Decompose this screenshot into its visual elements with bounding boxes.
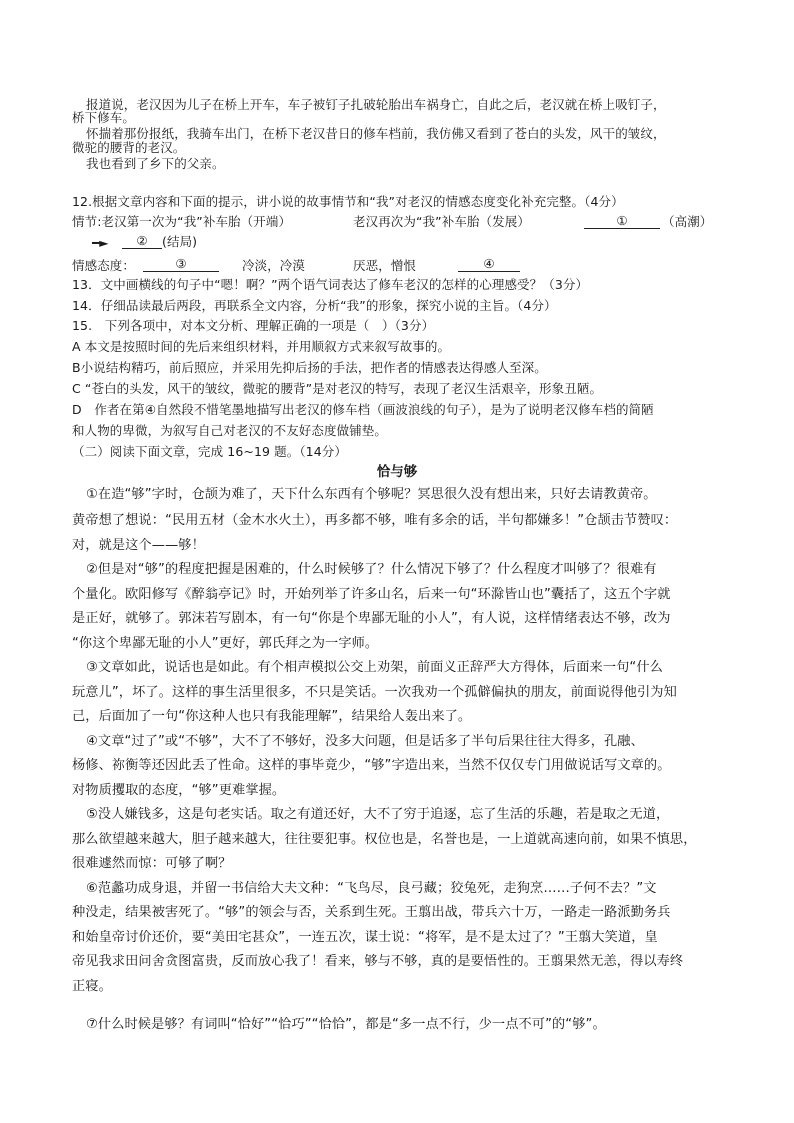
article-line: ⑥范蠡功成身退，并留一书信给大夫文种：“飞鸟尽，良弓藏；狡兔死，走狗烹……子何不去？”文 <box>86 881 657 896</box>
article-line: 杨修、祢衡等还因此丢了性命。这样的事毕竟少，“够”字造出来，当然不仅仅专门用做说话写文章的。 <box>72 758 671 773</box>
article-line: ②但是对“够”的程度把握是困难的，什么时候够了？什么情况下够了？什么程度才叫够了？很难有 <box>86 562 657 577</box>
section-2-heading: （二）阅读下面文章，完成 16~19 题。（14分） <box>72 444 347 459</box>
blank-2[interactable]: ② <box>122 234 162 249</box>
emotion-label: 情感态度： <box>72 258 136 273</box>
article-line: 对，就是这个——够！ <box>72 538 205 553</box>
blank-4[interactable]: ④ <box>458 257 520 272</box>
article-line: 黄帝想了想说：“民用五材（金木水火土），再多都不够，唯有多余的话，半句都嫌多！”仓颉击节赞叹： <box>72 513 678 528</box>
article-title: 恰与够 <box>376 464 418 480</box>
emotion-cold: 冷淡，冷漠 <box>242 258 306 273</box>
article-line: ⑦什么时候是够？有词叫“恰好”“恰巧”“恰恰”，都是“多一点不行，少一点不可”的“够”。 <box>86 1017 606 1032</box>
article-line: “你这个卑鄙无耻的小人”更好，郭氏拜之为一字师。 <box>72 636 379 651</box>
story-para-3: 我也看到了乡下的父亲。 <box>86 156 225 171</box>
story-para-1-cont: 桥下修车。 <box>72 110 136 125</box>
article-line: 很难遽然而惊：可够了啊？ <box>72 856 232 871</box>
blank-1[interactable]: ① <box>584 214 660 229</box>
arrow-icon: ━► <box>92 236 109 250</box>
plot-label: 情节:老汉第一次为“我”补车胎（开端） <box>72 214 292 229</box>
article-line: 对物质攫取的态度，“够”更难掌握。 <box>72 783 286 798</box>
option-b: B小说结构精巧，前后照应，并采用先抑后扬的手法，把作者的情感表达得感人至深。 <box>72 360 547 375</box>
article-line: 和始皇帝讨价还价，要“美田宅甚众”，一连五次，谋士说：“将军，是不是太过了？”王翦大笑道，皇 <box>72 930 658 945</box>
article-line: 那么欲望越来越大，胆子越来越大，往往要犯事。权位也是，名誉也是，一上道就高速向前，如果不慎思， <box>72 832 697 847</box>
question-15: 15. 下列各项中，对本文分析、理解正确的一项是（ ）（3分） <box>72 318 435 333</box>
question-13: 13．文中画横线的句子中“嗯！啊？”两个语气词表达了修车老汉的怎样的心理感受？（3分） <box>72 277 589 292</box>
article-line: 个量化。欧阳修写《醉翁亭记》时，开始列举了许多山名，后来一句“环滁皆山也”囊括了，这五个字就 <box>72 587 671 602</box>
article-line: 玩意儿”，坏了。这样的事生活里很多，不只是笑话。一次我劝一个孤僻偏执的朋友，前面说得他引为知 <box>72 685 677 700</box>
article-line: 种没走，结果被害死了。“够”的领会与否，关系到生死。王翦出战，带兵六十万，一路走一路派勤务兵 <box>72 905 671 920</box>
ending-label: (结局) <box>162 234 198 249</box>
emotion-hate: 厌恶，憎恨 <box>353 258 417 273</box>
article-line: ③文章如此，说话也是如此。有个相声模拟公交上劝架，前面义正辞严大方得体，后面来一句“什么 <box>86 660 663 675</box>
article-line: 是正好，就够了。郭沫若写剧本，有一句“你是个卑鄙无耻的小人”，有人说，这样情绪表达不够，改为 <box>72 611 671 626</box>
option-d-cont: 和人物的卑微，为叙写自己对老汉的不友好态度做铺垫。 <box>72 423 388 438</box>
climax-label: （高潮） <box>662 214 713 229</box>
blank-3[interactable]: ③ <box>143 257 219 272</box>
question-14: 14．仔细品读最后两段，再联系全文内容，分析“我”的形象，探究小说的主旨。（4分） <box>72 298 557 313</box>
article-line: ⑤没人嫌钱多，这是句老实话。取之有道还好，大不了穷于追逐，忘了生活的乐趣，若是取之无道， <box>86 807 670 822</box>
story-para-2-cont: 微驼的腰背的老汉。 <box>72 140 186 155</box>
option-c: C “苍白的头发，风干的皱纹，微驼的腰背”是对老汉的特写，表现了老汉生活艰辛，形象丑陋。 <box>72 381 603 396</box>
article-line: 帝见我求田问舍贪图富贵，反而放心我了！看来，够与不够，真的是要悟性的。王翦果然无恙，得以寿终 <box>72 954 684 969</box>
question-12: 12.根据文章内容和下面的提示，讲小说的故事情节和“我”对老汉的情感态度变化补充完整。（4分） <box>72 194 624 209</box>
option-d: D 作者在第④自然段不惜笔墨地描写出老汉的修车档（画波浪线的句子），是为了说明老汉修车档的简陋 <box>72 402 654 417</box>
article-line: ④文章“过了”或“不够”，大不了不够好，没多大问题，但是话多了半句后果往往大得多，孔融、 <box>86 734 644 749</box>
article-line: 正寝。 <box>72 979 112 994</box>
story-para-1: 报道说，老汉因为儿子在桥上开车，车子被钉子扎破轮胎出车祸身亡，自此之后，老汉就在桥上吸钉子， <box>86 97 666 112</box>
story-para-2: 怀揣着那份报纸，我骑车出门，在桥下老汉昔日的修车档前，我仿佛又看到了苍白的头发，风干的皱纹， <box>86 126 666 141</box>
plot-second: 老汉再次为“我”补车胎（发展） <box>353 214 530 229</box>
article-line: ①在造“够”字时，仓颉为难了，天下什么东西有个够呢？冥思很久没有想出来，只好去请教黄帝。 <box>86 487 657 502</box>
article-line: 己，后面加了一句“你这种人也只有我能理解”，结果给人轰出来了。 <box>72 709 472 724</box>
option-a: A 本文是按照时间的先后来组织材料，并用顺叙方式来叙写故事的。 <box>72 339 451 354</box>
